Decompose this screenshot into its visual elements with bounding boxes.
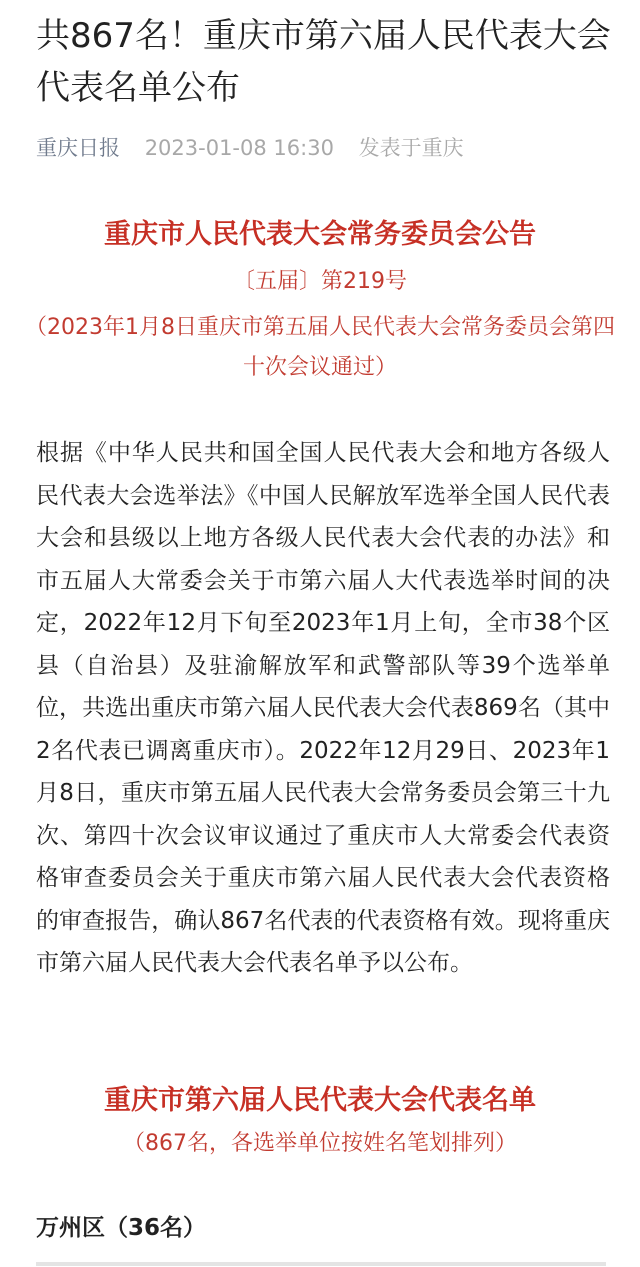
publish-time: 2023-01-08 16:30 [144, 136, 334, 160]
notice-body: 根据《中华人民共和国全国人民代表大会和地方各级人民代表大会选举法》《中国人民解放军选举全国人民代表大会和县级以上地方各级人民代表大会代表的办法》和市五届人大常委会关于市第六届人大代表选举时间的决定，2022年12月下旬至2023年1月上旬，全市38个区县（自治县）及驻渝解放军和武警部队等39个选举单位，共选出重庆市第六届人民代表大会代表869名（其中2名代表已调离重庆市）。2022年12月29日、2023年1月8日，重庆市第五届人民代表大会常务委员会第三十九次、第四十次会议审议通过了重庆市人大常委会代表资格审查委员会关于重庆市第六届人民代表大会代表资格的审查报告，确认867名代表的代表资格有效。现将重庆市第六届人民代表大会代表名单予以公布。 [36, 440, 610, 976]
article-title: 共867名！重庆市第六届人民代表大会代表名单公布 [36, 16, 611, 108]
notice-title: 重庆市人民代表大会常务委员会公告 [104, 219, 536, 250]
district-heading: 万州区（36名） [36, 1215, 207, 1241]
notice-passed-date: （2023年1月8日重庆市第五届人民代表大会常务委员会第四十次会议通过） [25, 315, 615, 380]
notice-number: 〔五届〕第219号 [233, 269, 407, 294]
source-link[interactable]: 重庆日报 [36, 136, 120, 160]
article-meta [36, 128, 464, 168]
publish-location: 发表于重庆 [358, 136, 464, 160]
section-divider [36, 1262, 606, 1266]
list-note: （867名，各选举单位按姓名笔划排列） [123, 1131, 517, 1156]
list-title: 重庆市第六届人民代表大会代表名单 [104, 1085, 536, 1116]
